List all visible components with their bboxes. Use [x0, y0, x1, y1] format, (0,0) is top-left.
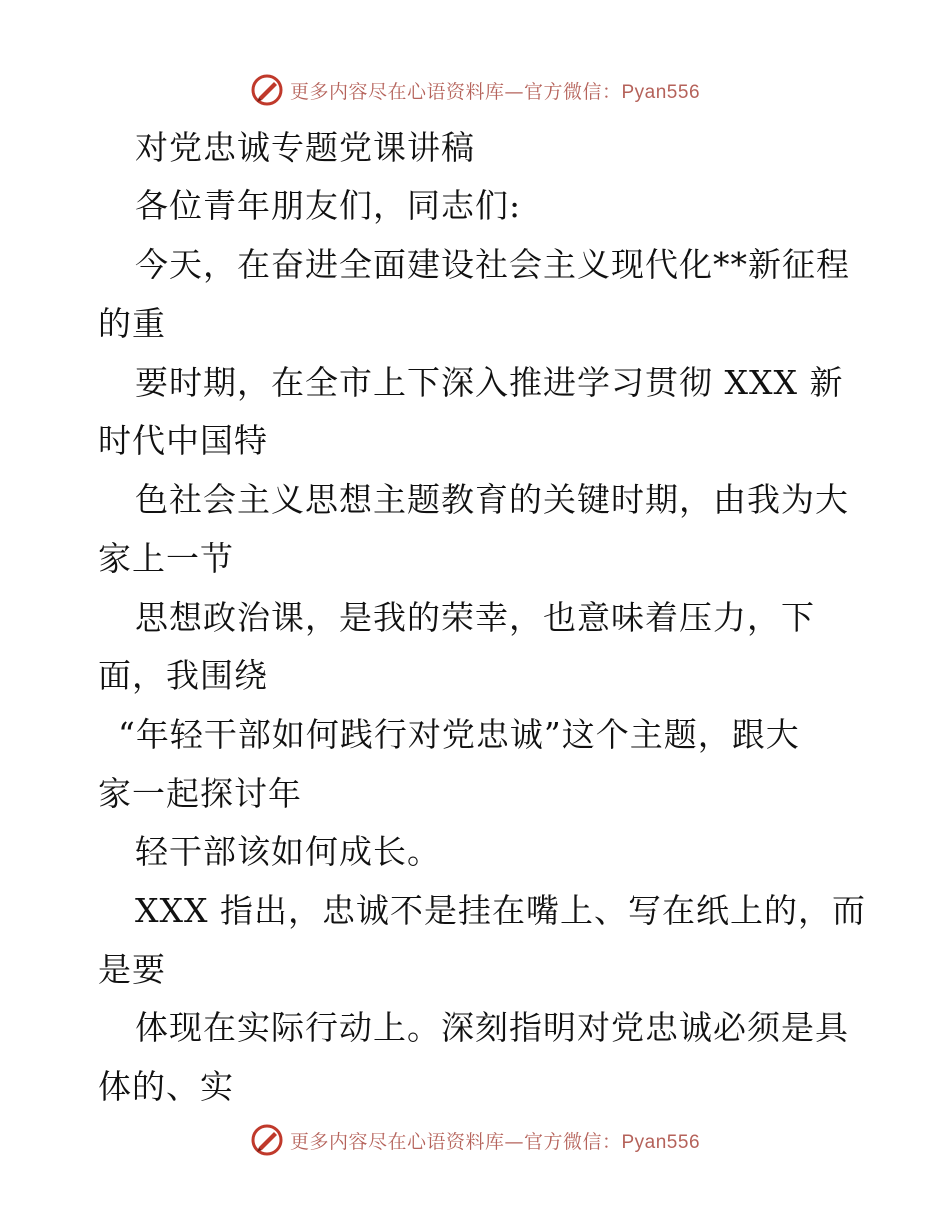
text-line: 今天，在奋进全面建设社会主义现代化**新征程 — [135, 245, 850, 284]
pen-logo-icon — [250, 1123, 284, 1157]
text-line: 思想政治课，是我的荣幸，也意味着压力，下 — [135, 598, 815, 637]
text-line: 体现在实际行动上。深刻指明对党忠诚必须是具 — [135, 1008, 849, 1047]
text-line: “年轻干部如何践行对党忠诚”这个主题，跟大 — [118, 715, 800, 754]
text-line: 家上一节 — [98, 539, 234, 578]
text-line: 时代中国特 — [98, 421, 268, 460]
text-line: 各位青年朋友们，同志们: — [135, 186, 522, 225]
footer-banner — [0, 1122, 950, 1158]
footer-banner-text: 更多内容尽在心语资料库—官方微信：Pyan556 — [289, 1130, 701, 1153]
document-title: 对党忠诚专题党课讲稿 — [135, 128, 475, 167]
text-line: 是要 — [98, 950, 166, 989]
text-line: 的重 — [98, 304, 166, 343]
footer-wechat-id: Pyan556 — [621, 1131, 701, 1153]
text-line: 家一起探讨年 — [98, 774, 302, 813]
text-line: 轻干部该如何成长。 — [135, 832, 441, 871]
text-line: 要时期，在全市上下深入推进学习贯彻 XXX 新 — [135, 363, 844, 402]
text-line: 色社会主义思想主题教育的关键时期，由我为大 — [135, 480, 849, 519]
text-line: 面，我围绕 — [98, 656, 268, 695]
text-line: 体的、实 — [98, 1067, 234, 1106]
text-line: XXX 指出，忠诚不是挂在嘴上、写在纸上的，而 — [135, 891, 866, 930]
header-wechat-id: Pyan556 — [621, 81, 701, 103]
header-banner-text: 更多内容尽在心语资料库—官方微信：Pyan556 — [289, 80, 701, 103]
